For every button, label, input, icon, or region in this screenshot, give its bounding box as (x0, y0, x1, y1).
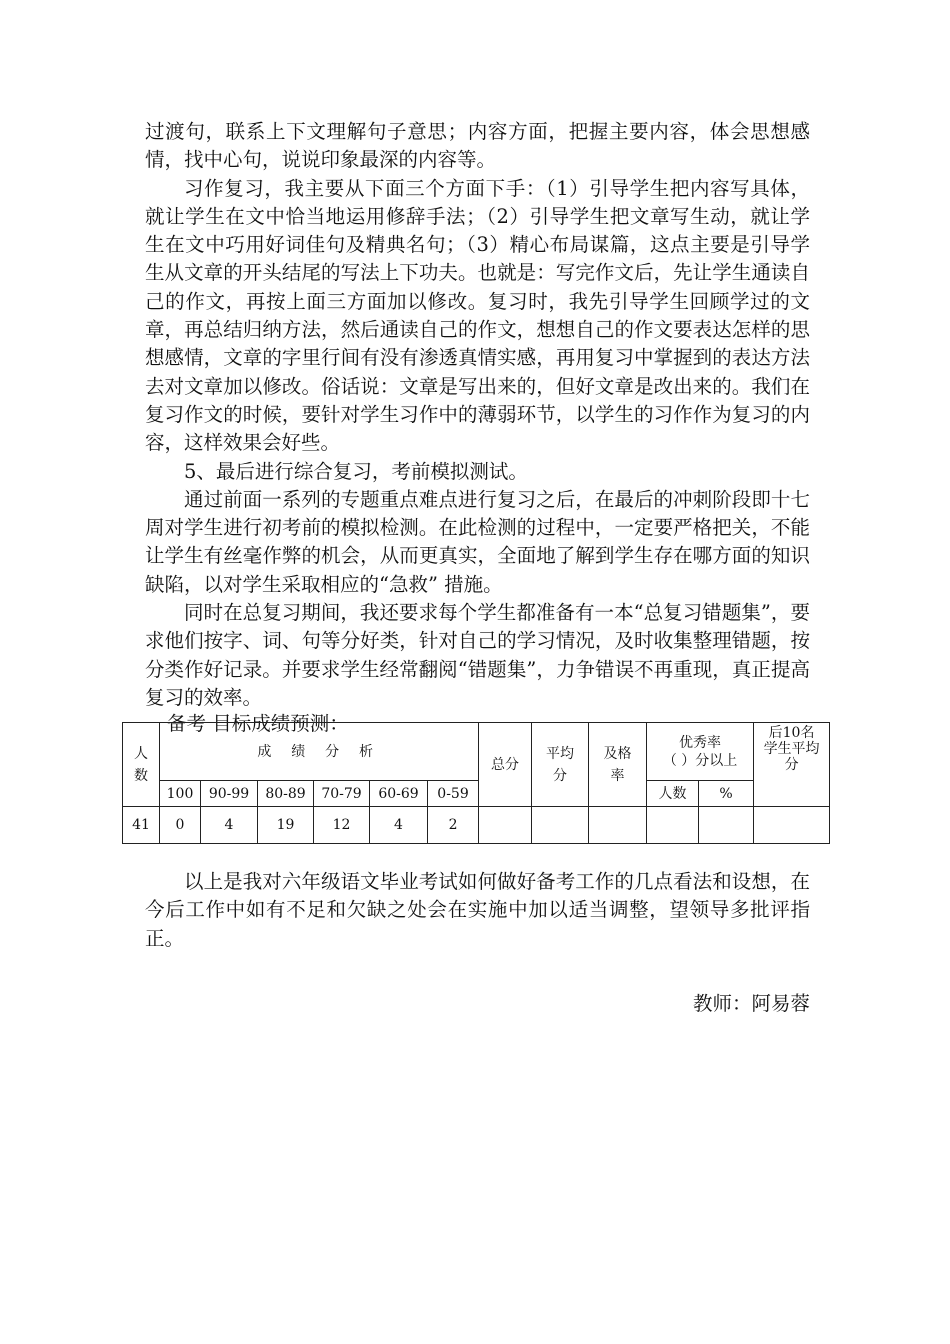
header-total: 总分 (479, 723, 532, 807)
band-80-89: 80-89 (258, 781, 314, 807)
closing-section (145, 868, 810, 953)
cell-band-80-89: 19 (258, 807, 314, 844)
paragraph-error-notebook: 同时在总复习期间，我还要求每个学生都准备有一本“总复习错题集”，要求他们按字、词、句等分好类，针对自己的学习情况，及时收集整理错题，按分类作好记录。并要求学生经常翻阅“错题集”，力争错误不再重现，真正提高复习的效率。 (145, 601, 810, 709)
cell-band-100: 0 (160, 807, 201, 844)
header-score-analysis: 成 绩 分 析 (160, 723, 479, 781)
cell-band-0-59: 2 (428, 807, 479, 844)
paragraph-reading-continued: 过渡句，联系上下文理解句子意思；内容方面，把握主要内容，体会思想感情，找中心句，说说印象最深的内容等。 (145, 120, 810, 172)
cell-excellent-count (647, 807, 699, 844)
paragraph-writing-review: 习作复习，我主要从下面三个方面下手：（1）引导学生把内容写具体，就让学生在文中恰当地运用修辞手法；（2）引导学生把文章写生动，就让学生在文中巧用好词佳句及精典名句；（3）精心布局谋篇，这点主要是引导学生从文章的开头结尾的写法上下功夫。也就是：写完作文后，先让学生通读自己的作文，再按上面三方面加以修改。复习时，我先引导学生回顾学过的文章，再总结归纳方法，然后通读自己的作文，想想自己的作文要表达怎样的思想感情，文章的字里行间有没有渗透真情实感，再用复习中掌握到的表达方法去对文章加以修改。俗话说：文章是写出来的，但好文章是改出来的。我们在复习作文的时候，要针对学生习作中的薄弱环节，以学生的习作作为复习的内容，这样效果会好些。 (145, 176, 810, 455)
document-body (145, 118, 810, 736)
cell-student-count: 41 (123, 807, 160, 844)
excellent-percent-header: % (699, 781, 754, 807)
header-bottom10-average: 后10名学生平均分 (754, 723, 830, 807)
excellent-rate-threshold: （ ）分以上 (662, 752, 738, 769)
header-count: 人数 (123, 723, 160, 807)
cell-band-60-69: 4 (370, 807, 428, 844)
cell-excellent-percent (699, 807, 754, 844)
excellent-count-header: 人数 (647, 781, 699, 807)
cell-pass-rate (589, 807, 647, 844)
paragraph-mock-test: 通过前面一系列的专题重点难点进行复习之后，在最后的冲刺阶段即十七周对学生进行初考前的模拟检测。在此检测的过程中，一定要严格把关，不能让学生有丝毫作弊的机会，从而更真实，全面地了解到学生存在哪方面的知识缺陷，以对学生采取相应的“急救” 措施。 (145, 487, 810, 596)
closing-paragraph: 以上是我对六年级语文毕业考试如何做好备考工作的几点看法和设想，在今后工作中如有不足和欠缺之处会在实施中加以适当调整，望领导多批评指正。 (145, 870, 810, 950)
band-70-79: 70-79 (314, 781, 370, 807)
cell-band-70-79: 12 (314, 807, 370, 844)
header-excellent-rate (647, 723, 754, 781)
cell-bottom10-average (754, 807, 830, 844)
header-average: 平均分 (532, 723, 589, 807)
band-60-69: 60-69 (370, 781, 428, 807)
table-caption: 备考 目标成绩预测： (167, 712, 349, 736)
table-subheader-row (123, 781, 830, 807)
paragraph-step-5-heading: 5、最后进行综合复习，考前模拟测试。 (184, 459, 528, 483)
band-0-59: 0-59 (428, 781, 479, 807)
cell-average (532, 807, 589, 844)
table-header-row (123, 723, 830, 781)
header-pass-rate: 及格率 (589, 723, 647, 807)
table-data-row (123, 807, 830, 844)
excellent-rate-label: 优秀率 (679, 734, 722, 751)
band-100: 100 (160, 781, 201, 807)
band-90-99: 90-99 (201, 781, 258, 807)
grade-forecast-table (122, 722, 830, 844)
cell-band-90-99: 4 (201, 807, 258, 844)
cell-total (479, 807, 532, 844)
teacher-signature: 教师：阿易蓉 (692, 992, 810, 1015)
